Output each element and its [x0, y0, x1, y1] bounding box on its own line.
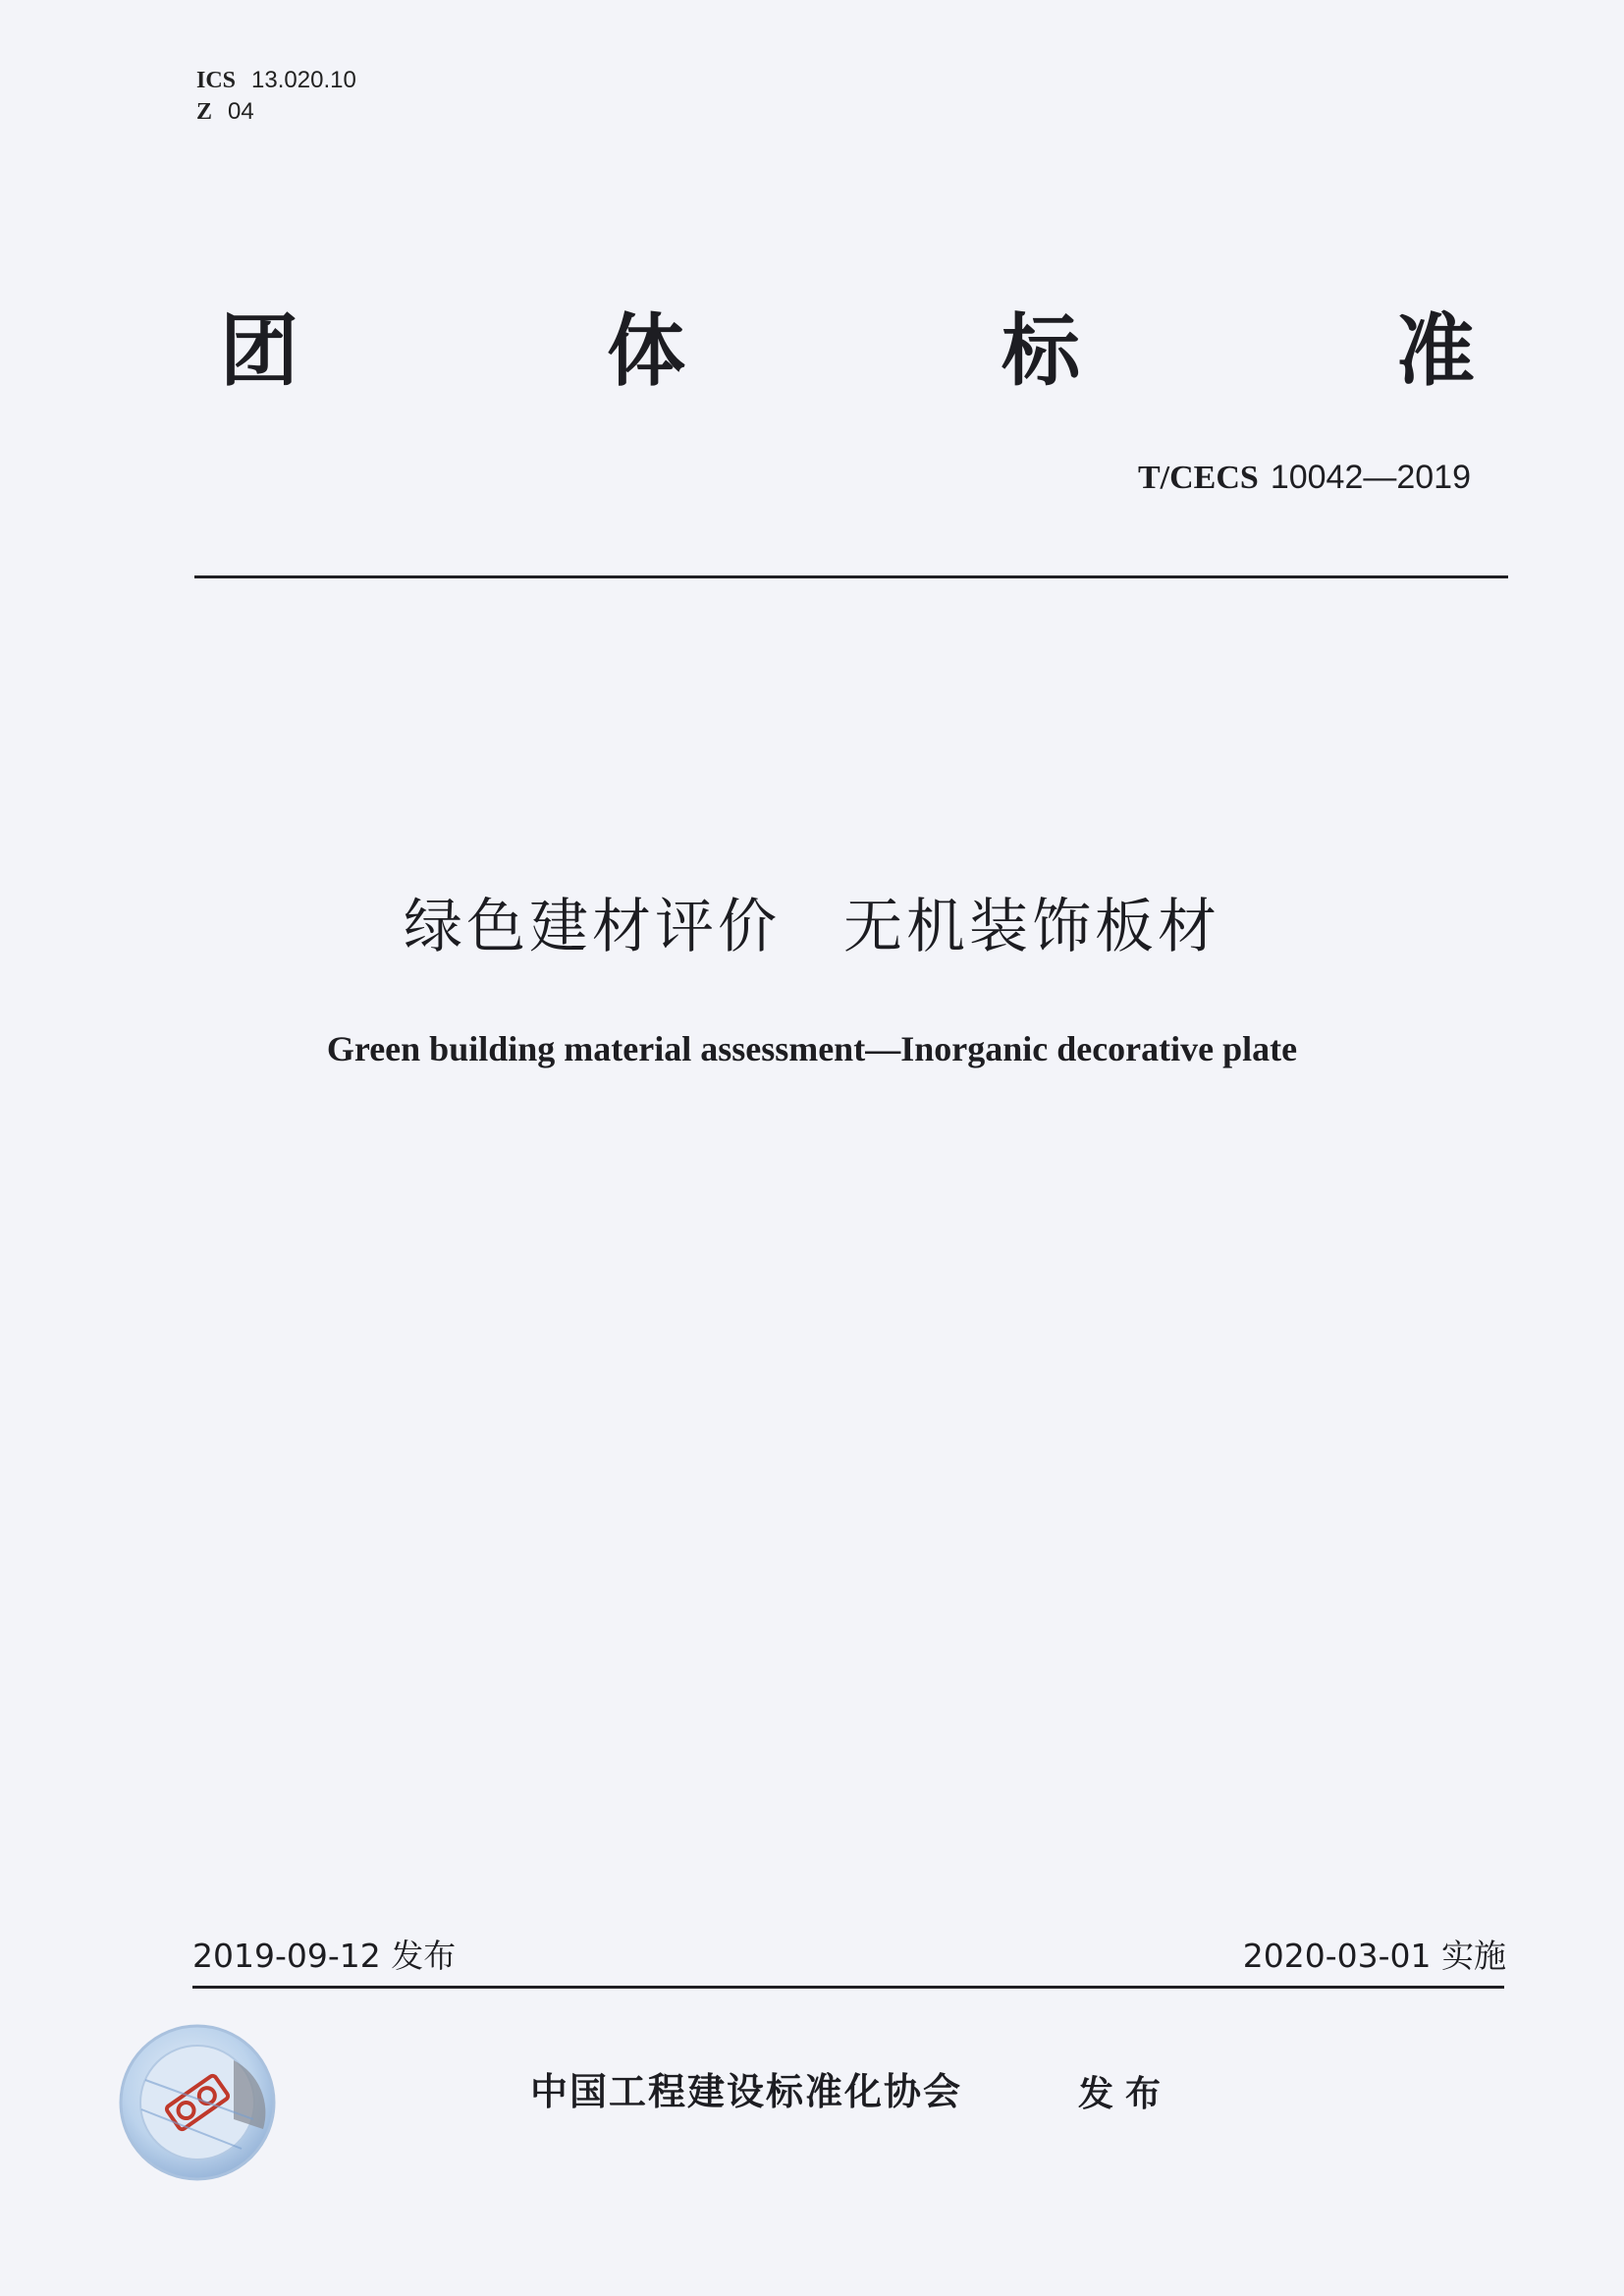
ics-code: 13.020.10	[251, 67, 356, 93]
issue-date: 2019-09-12 发布	[192, 1937, 457, 1975]
class-label: Z	[196, 99, 213, 125]
standard-code	[1138, 458, 1471, 498]
standard-code-number: 10042—2019	[1270, 459, 1471, 496]
bottom-divider	[192, 1986, 1504, 1989]
publisher-action: 发布	[1078, 2074, 1173, 2114]
standard-type-char: 体	[607, 305, 685, 397]
implementation-date: 2020-03-01 实施	[1242, 1937, 1506, 1975]
publisher-name: 中国工程建设标准化协会	[530, 2070, 963, 2113]
title-english: Green building material assessment—Inorganic decorative plate	[326, 1029, 1298, 1068]
ics-label: ICS	[196, 68, 237, 93]
standard-type-char: 标	[1001, 305, 1080, 397]
standard-code-prefix: T/CECS	[1137, 460, 1259, 496]
top-divider	[194, 575, 1508, 578]
standard-type-heading	[196, 302, 1490, 401]
classification-codes	[196, 65, 356, 128]
class-code: 04	[228, 98, 254, 125]
anti-counterfeit-seal	[116, 2021, 279, 2184]
ics-line	[196, 65, 356, 96]
title-chinese: 绿色建材评价 无机装饰板材	[404, 893, 1220, 961]
class-line	[196, 96, 356, 128]
standard-type-char: 准	[1396, 305, 1475, 397]
standard-type-char: 团	[220, 305, 298, 397]
